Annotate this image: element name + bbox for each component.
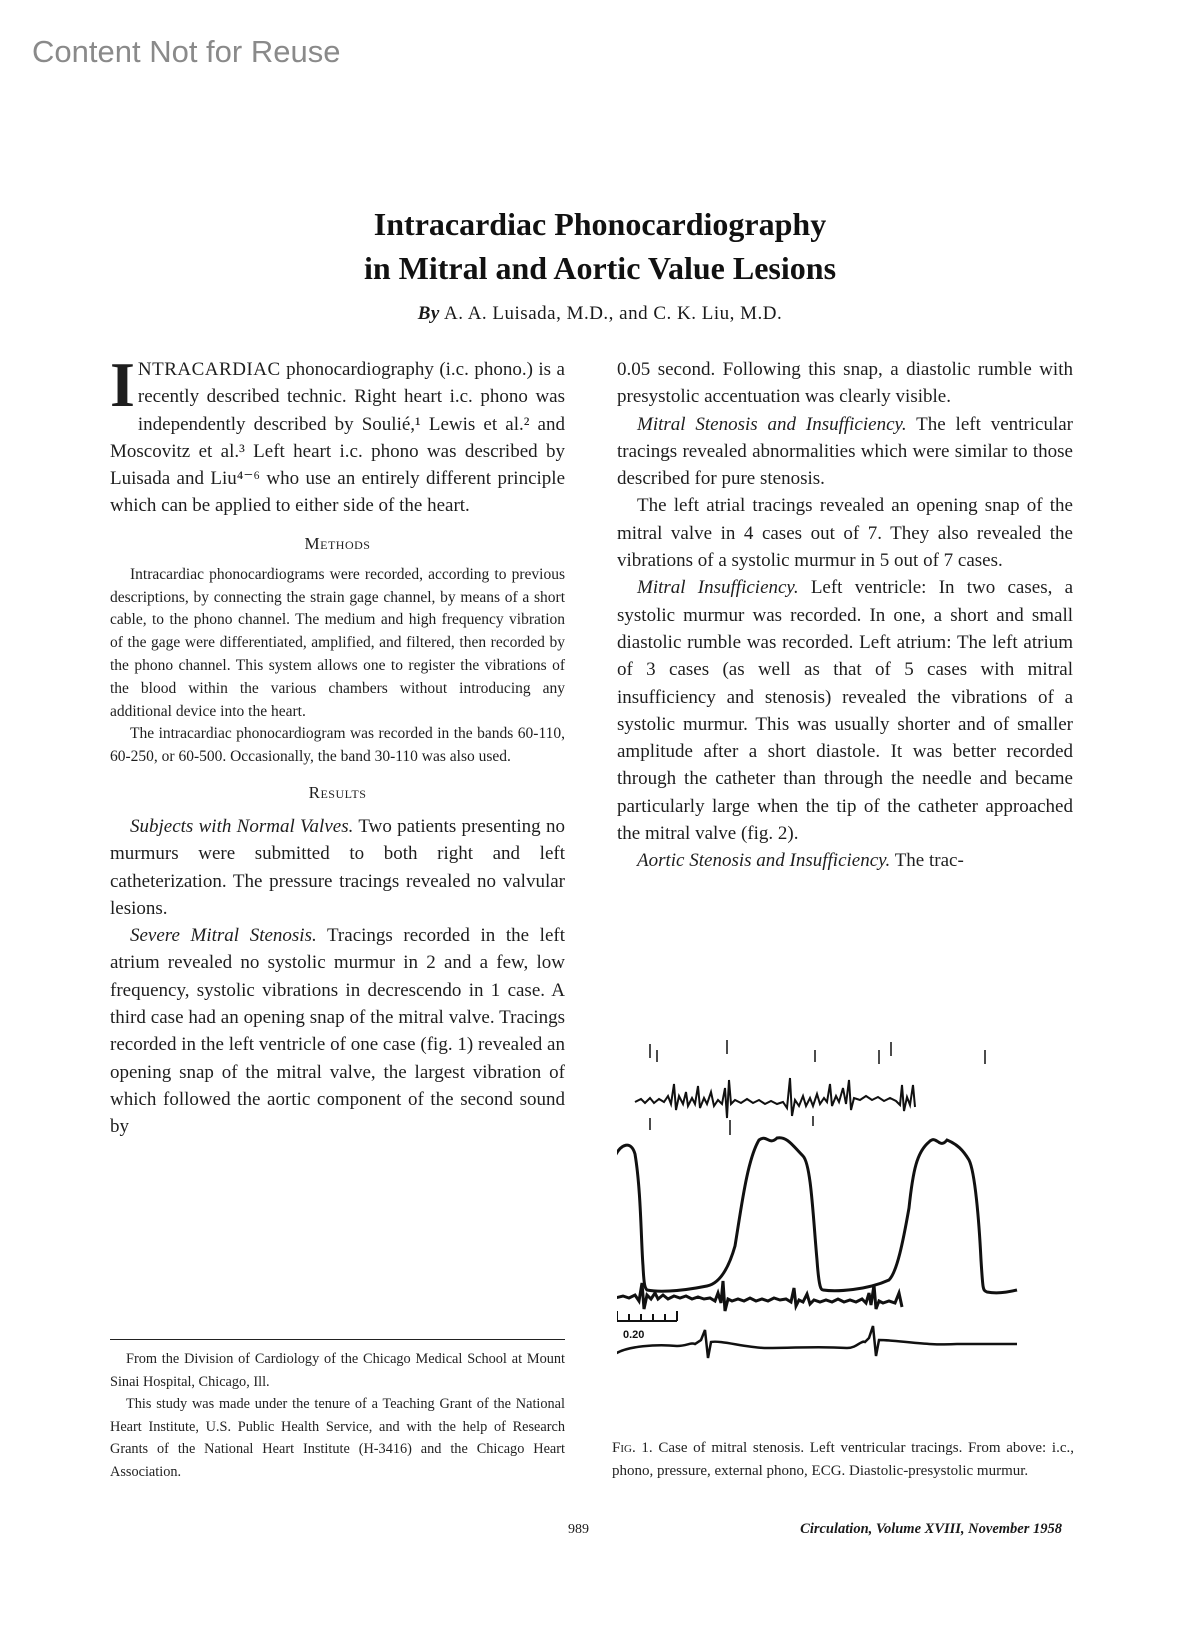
footnote-affiliation: From the Division of Cardiology of the Chicago Medical School at Mount Sinai Hospital, Chicago, Ill. [110,1351,565,1390]
ic-phono-tracing [635,1078,915,1118]
journal-citation: Circulation, Volume XVIII, November 1958 [800,1521,1062,1537]
tracings-image [617,1040,1073,1430]
pressure-tracing [617,1138,1017,1293]
time-scale-bar [617,1311,677,1321]
severe-stenosis-title: Severe Mitral Stenosis. [130,925,317,947]
footnote [110,1348,565,1483]
phono-timing-marks [650,1040,985,1135]
figure-caption [612,1437,1074,1483]
severe-stenosis-paragraph [110,922,565,1140]
byline-authors: A. A. Luisada, M.D., and C. K. Liu, M.D. [444,303,783,324]
mitral-stenosis-insufficiency-paragraph [617,411,1073,493]
severe-stenosis-text: Tracings recorded in the left atrium revealed no systolic murmur in 2 and a few, low frequency, systolic vibrations in decrescendo in 1 case. A third case had an opening snap of the mitral valve. Tracings recorded in the left ventricle of one case (fig. 1) revealed an opening snap of the mitral valve, the largest vibration of which followed the aortic component of the second sound by [110,925,565,1138]
intro-paragraph [110,349,565,520]
external-phono-tracing [617,1281,902,1311]
asi-text: The trac- [890,850,964,872]
intro-text: phonocardiography (i.c. phono.) is a recently described technic. Right heart i.c. phono was independently described by Soulié,¹ Lewis et al.² and Moscovitz et al.³ Left heart i.c. phono was described by Luisada and Liu⁴⁻⁶ who use an entirely different principle which can be applied to either side of the heart. [110,359,565,517]
results-heading: Results [308,782,367,802]
byline [0,303,1200,325]
drop-cap: I [110,349,135,420]
footnote-funding: This study was made under the tenure of a Teaching Grant of the National Heart Institute, U.S. Public Health Service, and with the help of Research Grants of the National Heart Institute (H-3416) and the Chicago Heart Association. [110,1396,565,1480]
normal-valves-paragraph [110,813,565,922]
continued-paragraph: 0.05 second. Following this snap, a diastolic rumble with presystolic accentuation was clearly visible. [617,359,1073,408]
normal-valves-text: Two patients presenting no murmurs were submitted to both right and left catheterization. The pressure tracings revealed no valvular lesions. [110,815,565,919]
article-title [0,202,1200,290]
atrial-paragraph: The left atrial tracings revealed an opening snap of the mitral valve in 4 cases out of 7. They also revealed the vibrations of a systolic murmur in 5 out of 7 cases. [617,495,1073,572]
title-line-2: in Mitral and Aortic Value Lesions [363,250,837,286]
methods-heading: Methods [304,533,371,553]
page-number: 989 [568,1522,589,1537]
mi-text: Left ventricle: In two cases, a systolic murmur was recorded. In one, a short and small diastolic rumble was recorded. Left atrium: The left atrium of 3 cases (as well as that of 5 cases with mitral insufficiency and stenosis) revealed the vibrations of a systolic murmur. This was usually shorter and of smaller amplitude after a short diastole. It was better recorded through the catheter than through the needle and became particularly large when the tip of the catheter approached the mitral valve (fig. 2). [617,577,1074,845]
figure-1 [617,1040,1073,1430]
caption-text: Case of mitral stenosis. Left ventricular tracings. From above: i.c., phono, pressure, external phono, ECG. Diastolic-presystolic murmur. [612,1440,1074,1479]
title-line-1: Intracardiac Phonocardiography [373,206,827,242]
footnote-divider [110,1339,565,1340]
normal-valves-title: Subjects with Normal Valves. [130,815,354,837]
aortic-paragraph [617,847,1073,874]
mi-title: Mitral Insufficiency. [637,577,799,599]
watermark: Content Not for Reuse [32,34,341,69]
mitral-insufficiency-paragraph [617,574,1073,847]
ecg-tracing [617,1326,1017,1358]
right-column [617,356,1073,875]
msi-text: The left ventricular tracings revealed abnormalities which were similar to those described for pure stenosis. [617,413,1073,490]
intro-lead: NTRACARDIAC [137,359,281,380]
methods-paragraph-1: Intracardiac phonocardiograms were recorded, according to previous descriptions, by connecting the strain gage channel, by means of a short cable, to the phono channel. The medium and high frequency vibration of the gage were differentiated, amplified, and filtered, then recorded by the phono channel. This system allows one to register the vibrations of the blood within the various chambers without introducing any additional device into the heart. [110,565,565,720]
byline-by: By [417,303,440,324]
left-column [110,349,565,1141]
msi-title: Mitral Stenosis and Insufficiency. [637,413,907,435]
time-marker-label: 0.20 [623,1329,645,1341]
caption-label: Fig. 1. [612,1440,653,1456]
asi-title: Aortic Stenosis and Insufficiency. [637,850,891,872]
methods-paragraph-2: The intracardiac phonocardiogram was recorded in the bands 60-110, 60-250, or 60-500. Occasionally, the band 30-110 was also used. [110,725,565,766]
